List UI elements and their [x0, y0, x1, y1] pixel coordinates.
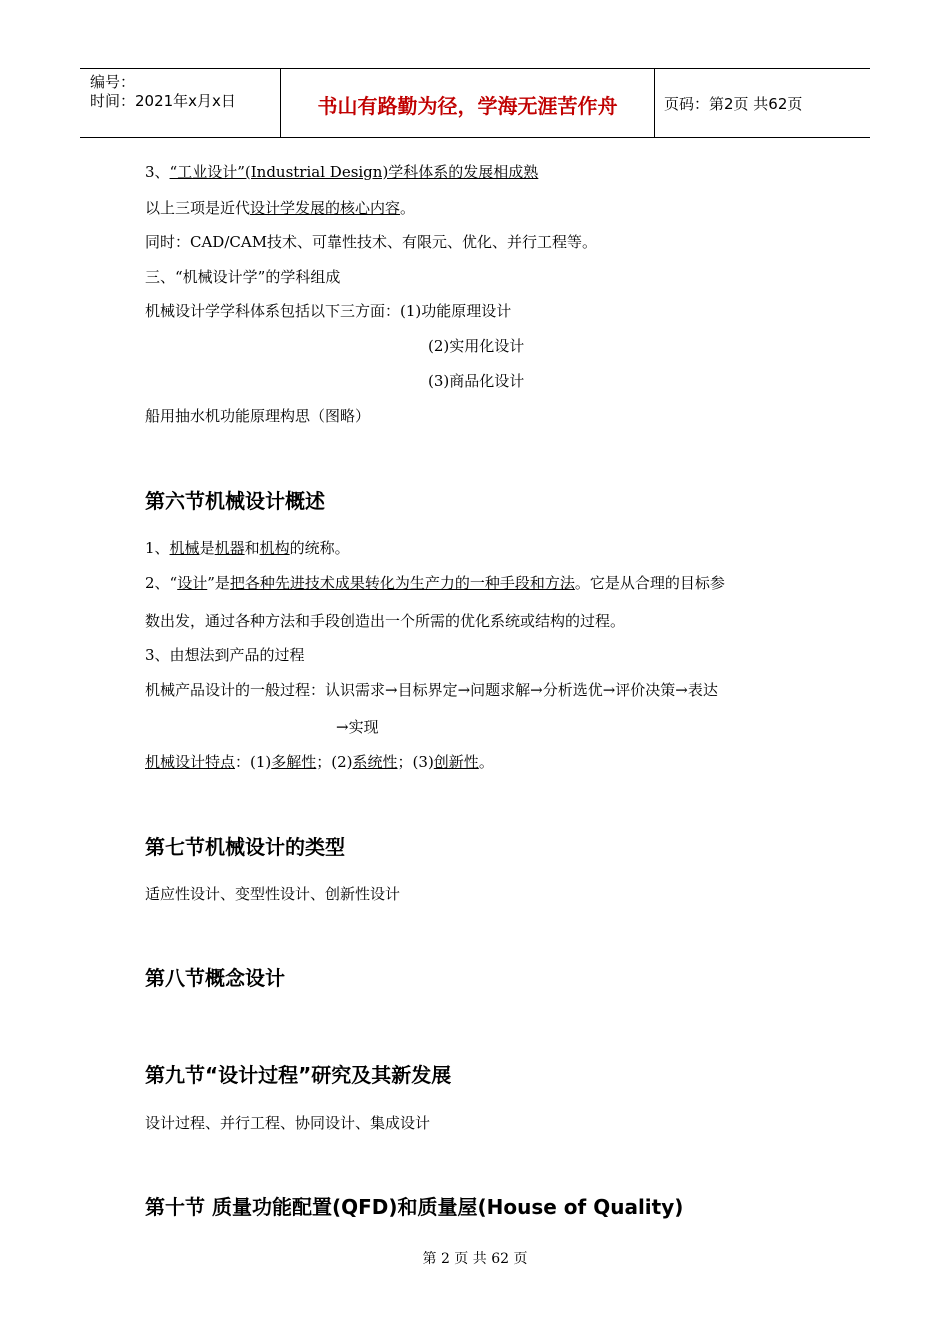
paragraph-line: 数出发，通过各种方法和手段创造出一个所需的优化系统或结构的过程。 — [145, 612, 626, 630]
text-span: 以上三项是近代 — [145, 199, 251, 217]
underlined-text: 机构 — [259, 539, 290, 557]
section-heading: 第九节“设计过程”研究及其新发展 — [145, 1063, 452, 1087]
paragraph-line — [145, 197, 415, 218]
paragraph-line: (2)实用化设计 — [428, 337, 525, 355]
underlined-text: 设计学发展的核心内容 — [250, 199, 401, 217]
header-motto: 书山有路勤为径，学海无涯苦作舟 — [317, 94, 618, 118]
section-heading: 第六节机械设计概述 — [145, 489, 325, 513]
text-span: 是 — [199, 539, 215, 557]
time-label: 时间：2021年x月x日 — [90, 92, 236, 110]
paragraph-line: 设计过程、并行工程、协同设计、集成设计 — [145, 1114, 431, 1132]
underlined-text: 多解性 — [271, 753, 317, 771]
text-span: 3、 — [145, 163, 170, 181]
header-center-cell — [280, 69, 655, 137]
text-span: 。 — [478, 753, 494, 771]
paragraph-line — [145, 537, 350, 558]
page-header — [80, 68, 870, 138]
underlined-text: 把各种先进技术成果转化为生产力的一种手段和方法 — [229, 574, 575, 592]
paragraph-line — [145, 572, 725, 593]
text-span: 的统称。 — [289, 539, 350, 557]
header-left-cell — [80, 69, 280, 137]
text-span: 。它是从合理的目标参 — [574, 574, 725, 592]
paragraph-line: 三、“机械设计学”的学科组成 — [145, 268, 341, 286]
text-span: ”是 — [207, 574, 230, 592]
paragraph-line — [145, 751, 494, 772]
text-span: ：(1) — [235, 753, 272, 771]
text-span: 2、“ — [145, 574, 178, 592]
paragraph-line: 机械设计学学科体系包括以下三方面：(1)功能原理设计 — [145, 302, 512, 320]
text-span: 。 — [400, 199, 416, 217]
underlined-text: 系统性 — [352, 753, 398, 771]
section-heading: 第八节概念设计 — [145, 966, 285, 990]
text-span: 和 — [244, 539, 260, 557]
underlined-text: 机械 — [169, 539, 200, 557]
text-span: ；(2) — [316, 753, 353, 771]
paragraph-line: (3)商品化设计 — [428, 372, 525, 390]
paragraph-line: 3、由想法到产品的过程 — [145, 646, 305, 664]
paragraph-line — [145, 161, 538, 182]
paragraph-line: 机械产品设计的一般过程：认识需求→目标界定→问题求解→分析选优→评价决策→表达 — [145, 681, 718, 699]
header-right-cell — [654, 69, 870, 137]
paragraph-line: →实现 — [336, 718, 379, 736]
underlined-text: “工业设计”(Industrial Design)学科体系的发展相成熟 — [169, 163, 539, 181]
paragraph-line: 同时：CAD/CAM技术、可靠性技术、有限元、优化、并行工程等。 — [145, 233, 598, 251]
section-heading: 第十节 质量功能配置(QFD)和质量屋(House of Quality) — [145, 1195, 684, 1219]
paragraph-line: 船用抽水机功能原理构思（图略） — [145, 407, 371, 425]
underlined-text: 机器 — [214, 539, 245, 557]
text-span: 1、 — [145, 539, 170, 557]
page-label: 页码：第2页 共62页 — [664, 95, 803, 113]
underlined-text: 创新性 — [433, 753, 479, 771]
section-heading: 第七节机械设计的类型 — [145, 835, 345, 859]
text-span: ；(3) — [397, 753, 434, 771]
number-label: 编号： — [90, 73, 136, 91]
page-footer: 第 2 页 共 62 页 — [422, 1251, 528, 1267]
underlined-text: 设计 — [177, 574, 208, 592]
paragraph-line: 适应性设计、变型性设计、创新性设计 — [145, 885, 401, 903]
underlined-text: 机械设计特点 — [145, 753, 236, 771]
